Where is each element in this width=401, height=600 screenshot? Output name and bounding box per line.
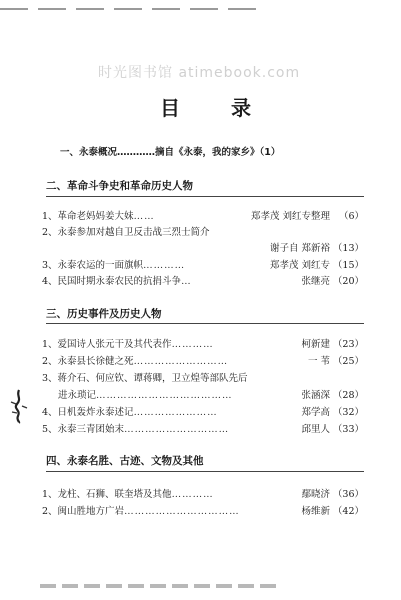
toc-entry (42, 370, 364, 384)
toc-entry (42, 353, 364, 367)
watermark: 时光图书馆 atimebook.com (98, 65, 301, 81)
page-title: 目 录 (160, 96, 273, 120)
entry-author: 张继亮 (301, 276, 330, 287)
entry-author: 鄢晓济 (301, 489, 330, 500)
entry-page: （32） (332, 407, 364, 418)
toc-entry-overview: 一、永泰概况…………摘自《永泰，我的家乡》（1） (60, 147, 281, 158)
toc-entry (42, 486, 364, 500)
entry-page: （25） (332, 356, 364, 367)
entry-title: 3、永泰农运的一面旗帜………… (42, 260, 186, 271)
toc-entry (42, 273, 364, 287)
entry-title: 4、民国时期永泰农民的抗捐斗争… (42, 276, 192, 287)
entry-title: 4、日机轰炸永泰述记…………………… (42, 407, 218, 418)
section-heading: 三、历史事件及历史人物 (46, 308, 162, 320)
section-heading: 四、永泰名胜、古迹、文物及其他 (46, 455, 204, 467)
toc-entry (42, 503, 364, 517)
entry-page: （20） (332, 276, 364, 287)
entry-author: 邱里人 (301, 424, 330, 435)
toc-entry (42, 224, 364, 238)
entry-title: 1、爱国诗人张元干及其代表作………… (42, 339, 214, 350)
entry-page: （13） (332, 243, 364, 254)
toc-entry (42, 404, 364, 418)
toc-entry-continuation (42, 240, 364, 254)
top-border-dashes (0, 8, 300, 11)
entry-page: （33） (332, 424, 364, 435)
entry-title: 1、革命老妈妈姜大妹…… (42, 211, 155, 222)
entry-title: 1、龙柱、石狮、联奎塔及其他………… (42, 489, 214, 500)
entry-author: 柯新建 (301, 339, 330, 350)
entry-page: （6） (338, 211, 364, 222)
entry-page: （36） (332, 489, 364, 500)
entry-title: 2、永泰县长徐健之死……………………… (42, 356, 229, 367)
section-heading: 二、革命斗争史和革命历史人物 (46, 180, 193, 192)
section-divider (46, 471, 364, 472)
entry-author: 郑学高 (301, 407, 330, 418)
entry-page: （15） (332, 260, 364, 271)
entry-page: （23） (332, 339, 364, 350)
section-divider (46, 323, 364, 324)
ink-smudge-mark (8, 388, 30, 424)
toc-entry (42, 336, 364, 350)
entry-author: 杨维新 (301, 506, 330, 517)
entry-title: 进永琐记………………………………… (58, 390, 233, 401)
toc-entry (42, 257, 364, 271)
toc-entry-continuation (58, 387, 364, 401)
entry-title: 2、闽山胜地方广岩…………………………… (42, 506, 240, 517)
entry-title: 5、永泰三青团始末………………………… (42, 424, 230, 435)
entry-author: 郑孝茂 刘红专整理 (250, 211, 330, 222)
toc-entry (42, 208, 364, 222)
entry-page: （28） (332, 390, 364, 401)
bottom-scan-noise (40, 584, 280, 588)
toc-entry (42, 421, 364, 435)
entry-title: 3、蒋介石、何应钦、谭蒋卿，卫立煌等部队先后 (42, 373, 248, 384)
entry-author: 张涵深 (301, 390, 330, 401)
section-divider (46, 196, 364, 197)
entry-author: 一 苇 (307, 356, 330, 367)
entry-title: 2、永泰参加对越自卫反击战三烈士简介 (42, 227, 210, 238)
entry-author: 谢子自 郑新裕 (269, 243, 330, 254)
entry-author: 郑孝茂 刘红专 (269, 260, 330, 271)
entry-page: （42） (332, 506, 364, 517)
